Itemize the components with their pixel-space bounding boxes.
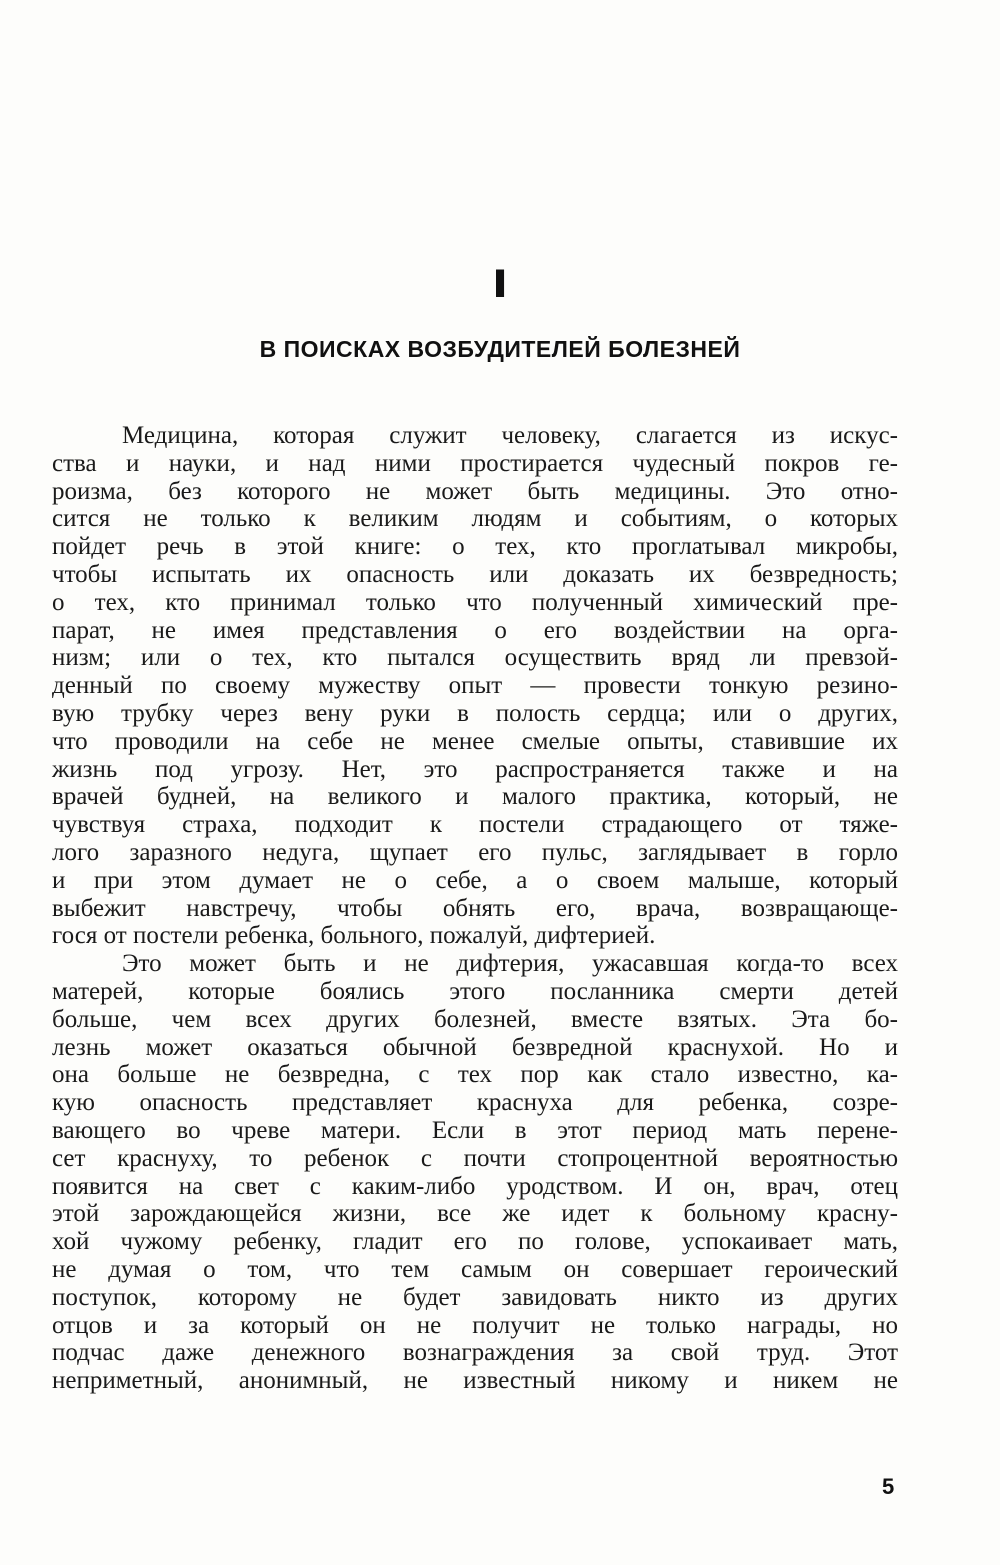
text-line: о тех, кто принимал только что полученный химический пре- (52, 588, 898, 616)
text-line: Это может быть и не дифтерия, ужасавшая когда-то всех (122, 950, 898, 978)
text-line: Медицина, которая служит человеку, слагается из искус- (122, 422, 898, 449)
text-line: врачей будней, на великого и малого практика, который, не (52, 783, 898, 811)
text-line: лого заразного недуга, щупает его пульс, заглядывает в горло (52, 838, 898, 866)
text-line: жизнь под угрозу. Нет, это распространяется также и на (52, 755, 898, 783)
text-line: подчас даже денежного вознаграждения за свой труд. Этот (52, 1339, 898, 1367)
text-line: этой зарождающейся жизни, все же идет к больному красну- (52, 1200, 898, 1228)
text-line: она больше не безвредна, с тех пор как стало известно, ка- (52, 1061, 898, 1089)
text-line: парат, не имея представления о его воздействии на орга- (52, 616, 898, 644)
text-line: лезнь может оказаться обычной безвредной краснухой. Но и (52, 1033, 898, 1061)
text-line: кую опасность представляет краснуха для ребенка, созре- (52, 1089, 898, 1117)
text-line: сет краснуху, то ребенок с почти стопроцентной вероятностью (52, 1144, 898, 1172)
text-line: ства и науки, и над ними простирается чудесный покров ге- (52, 449, 898, 477)
body-text (52, 422, 898, 1395)
text-line: матерей, которые боялись этого посланника смерти детей (52, 977, 898, 1005)
text-line: пойдет речь в этой книге: о тех, кто проглатывал микробы, (52, 533, 898, 561)
text-line: вую трубку через вену руки в полость сердца; или о других, (52, 699, 898, 727)
text-line: не думая о том, что тем самым он совершает героический (52, 1255, 898, 1283)
text-line: отцов и за который он не получит не только награды, но (52, 1311, 898, 1339)
text-line: чтобы испытать их опасность или доказать их безвредность; (52, 560, 898, 588)
text-line: хой чужому ребенку, гладит его по голове, успокаивает мать, (52, 1228, 898, 1256)
text-line: низм; или о тех, кто пытался осуществить вряд ли превзой- (52, 644, 898, 672)
text-line: вающего во чреве матери. Если в этот период мать перене- (52, 1116, 898, 1144)
text-line: чувствуя страха, подходит к постели страдающего от тяже- (52, 811, 898, 839)
chapter-number: I (492, 262, 508, 306)
text-line: гося от постели ребенка, больного, пожалуй, дифтерией. (52, 922, 656, 950)
text-line: больше, чем всех других болезней, вместе взятых. Эта бо- (52, 1005, 898, 1033)
chapter-title: В ПОИСКАХ ВОЗБУДИТЕЛЕЙ БОЛЕЗНЕЙ (259, 336, 741, 362)
text-line: появится на свет с каким-либо уродством. И он, врач, отец (52, 1172, 898, 1200)
text-line: роизма, без которого не может быть медицины. Это отно- (52, 477, 898, 505)
text-line: выбежит навстречу, чтобы обнять его, врача, возвращающе- (52, 894, 898, 922)
text-line: что проводили на себе не менее смелые опыты, ставившие их (52, 727, 898, 755)
text-line: сится не только к великим людям и событиям, о которых (52, 505, 898, 533)
page-number: 5 (882, 1474, 895, 1499)
text-line: поступок, которому не будет завидовать никто из других (52, 1283, 898, 1311)
text-line: денный по своему мужеству опыт — провести тонкую резино- (52, 672, 898, 700)
text-line: и при этом думает не о себе, а о своем малыше, который (52, 866, 898, 894)
text-line: неприметный, анонимный, не известный никому и никем не (52, 1367, 898, 1395)
